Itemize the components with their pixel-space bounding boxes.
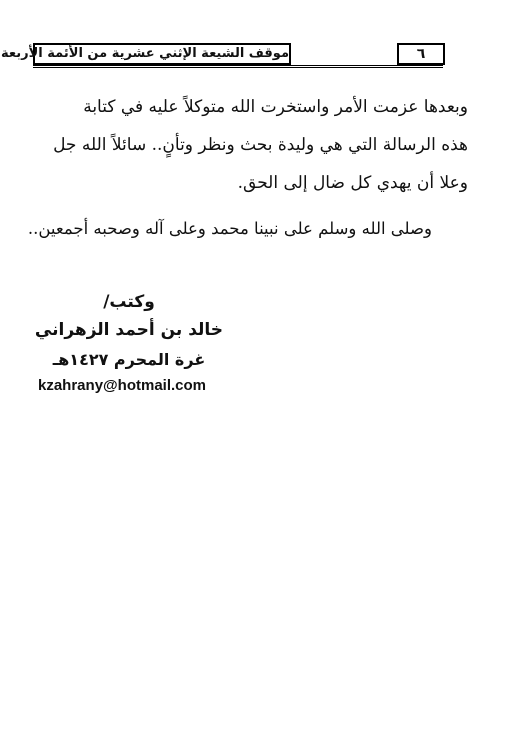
author-name: خالد بن أحمد الزهراني bbox=[34, 320, 224, 340]
book-title: موقف الشيعة الإثني عشرية من الأئمة الأربعة bbox=[33, 43, 291, 65]
signature-date: غرة المحرم ١٤٢٧هـ bbox=[52, 350, 206, 369]
signature-written-by: وكتب/ bbox=[103, 292, 155, 312]
body-paragraph bbox=[42, 88, 468, 202]
closing-prayer: وصلى الله وسلم على نبينا محمد وعلى آله وصحبه أجمعين.. bbox=[27, 219, 432, 238]
page-number: ٦ bbox=[397, 43, 445, 65]
body-line: وعلا أن يهدي كل ضال إلى الحق. bbox=[237, 173, 468, 193]
body-line: وبعدها عزمت الأمر واستخرت الله متوكلاً عليه في كتابة bbox=[83, 97, 468, 117]
body-line: هذه الرسالة التي هي وليدة بحث ونظر وتأنٍ.. سائلاً الله جل bbox=[53, 135, 468, 155]
page-header bbox=[1, 43, 443, 68]
author-email: kzahrany@hotmail.com bbox=[38, 377, 207, 394]
